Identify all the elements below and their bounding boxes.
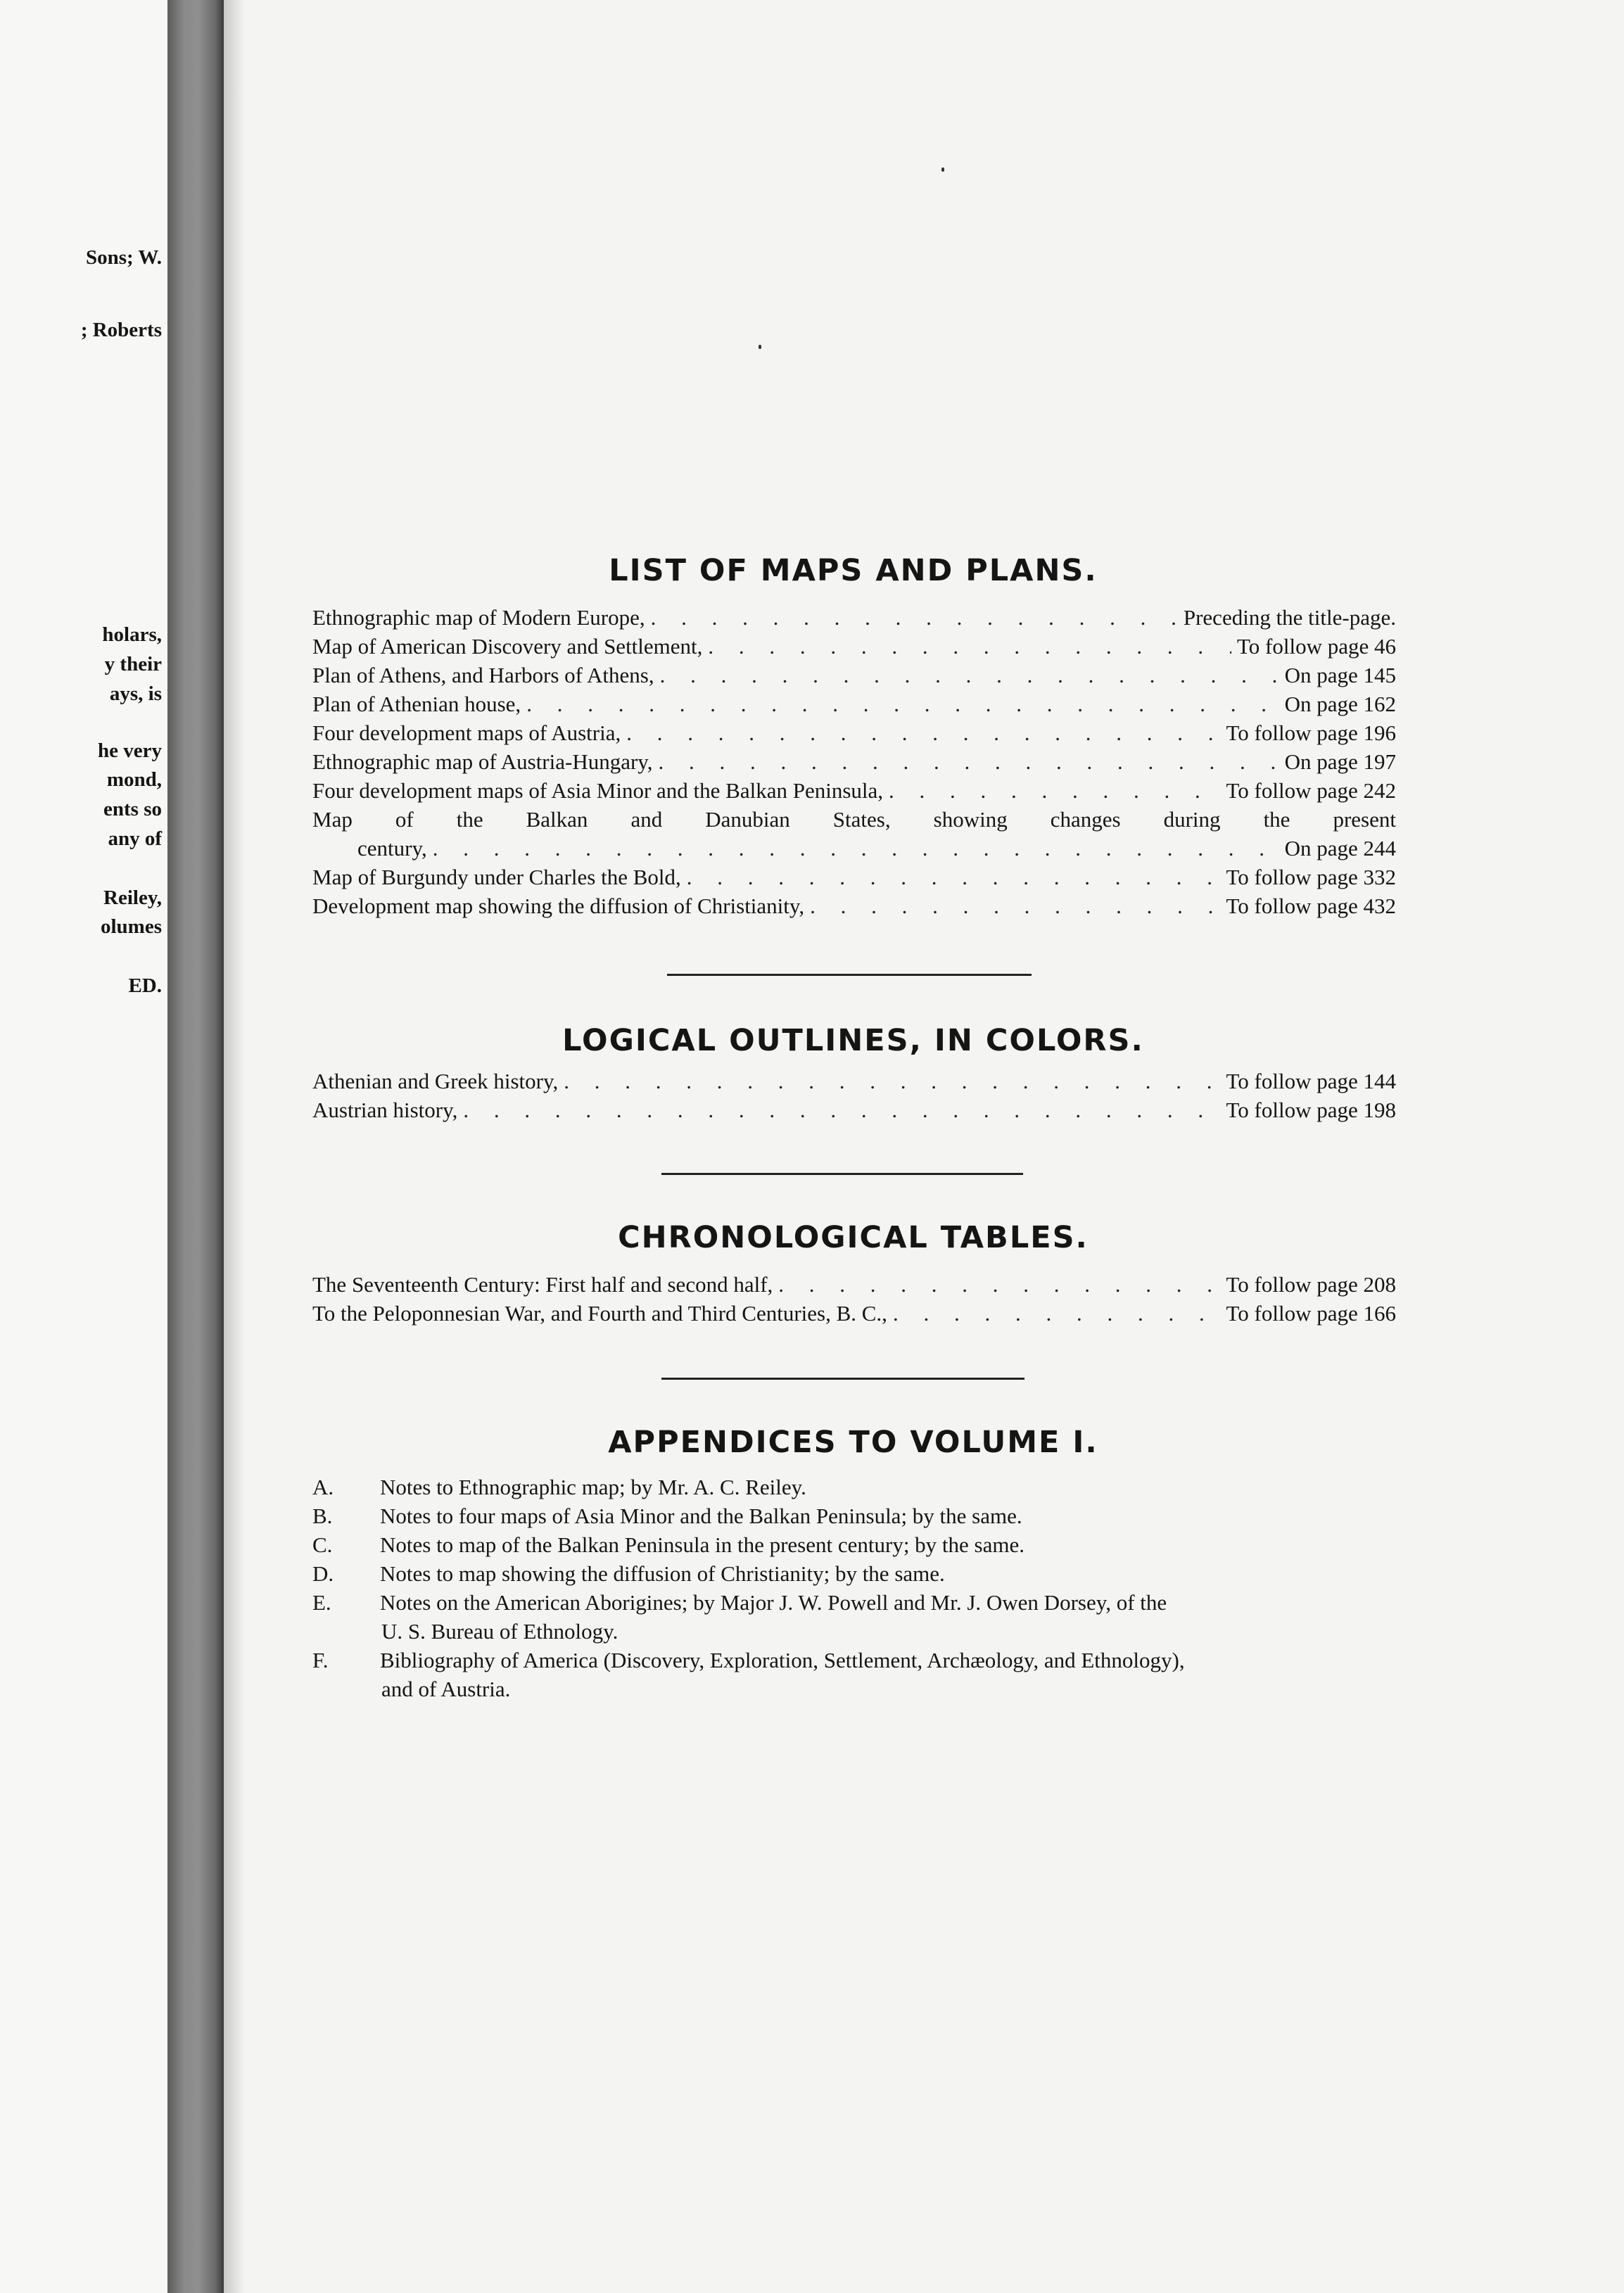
appendices-section-title: APPENDICES TO VOLUME I.: [608, 1425, 1098, 1460]
dot-leader: [893, 1299, 1221, 1328]
paper-speck: [759, 345, 761, 349]
dot-leader: [626, 718, 1220, 747]
entry-title: Athenian and Greek history,: [312, 1069, 559, 1093]
entry-title-continuation: century,: [357, 836, 427, 860]
toc-entry: [312, 1270, 1396, 1299]
facing-page-text: Reiley,: [103, 887, 162, 909]
facing-page-text: he very: [98, 739, 162, 762]
entry-page: Preceding the title-page.: [1183, 605, 1396, 630]
toc-entry: [312, 632, 1396, 661]
appendix-text: Notes to map of the Balkan Peninsula in the present century; by the same.: [380, 1532, 1024, 1557]
entry-title: Four development maps of Asia Minor and the Balkan Peninsula,: [312, 778, 884, 803]
entry-title: Map of Burgundy under Charles the Bold,: [312, 865, 681, 889]
dot-leader: [526, 690, 1279, 718]
entry-page: To follow page 46: [1237, 634, 1396, 659]
entry-page: On page 145: [1284, 663, 1396, 687]
dot-leader: [687, 863, 1221, 891]
appendix-text: Notes to four maps of Asia Minor and the Balkan Peninsula; by the same.: [380, 1504, 1022, 1528]
dot-leader: [660, 661, 1279, 690]
gutter-shadow: [224, 0, 245, 2293]
entry-page: On page 197: [1284, 749, 1396, 774]
dot-leader: [651, 603, 1178, 632]
toc-entry: [357, 834, 1396, 863]
entry-title: Ethnographic map of Austria-Hungary,: [312, 749, 653, 774]
facing-page-text: ays, is: [109, 682, 162, 705]
entry-page: To follow page 198: [1226, 1098, 1396, 1122]
entry-title: Four development maps of Austria,: [312, 720, 621, 745]
entry-title: Plan of Athens, and Harbors of Athens,: [312, 663, 654, 687]
entry-page: To follow page 242: [1226, 778, 1396, 803]
appendix-letter: B.: [312, 1504, 333, 1528]
appendix-text: Bibliography of America (Discovery, Exploration, Settlement, Archæology, and Ethnology),: [380, 1648, 1185, 1672]
facing-page-text: y their: [104, 653, 162, 675]
toc-entry: [312, 661, 1396, 690]
toc-entry: [312, 1299, 1396, 1328]
facing-page-text: Sons; W.: [85, 246, 162, 269]
entry-title: The Seventeenth Century: First half and second half,: [312, 1272, 773, 1297]
dot-leader: [810, 891, 1220, 920]
appendix-letter: D.: [312, 1561, 334, 1586]
entry-page: To follow page 432: [1226, 894, 1396, 918]
toc-entry: [312, 603, 1396, 632]
dot-leader: [564, 1067, 1220, 1095]
book-gutter: [167, 0, 224, 2293]
appendix-letter: A.: [312, 1475, 334, 1499]
facing-page-edge: [0, 0, 167, 2293]
facing-page-text: ents so: [103, 798, 162, 820]
dot-leader: [433, 834, 1279, 863]
facing-page-text: olumes: [101, 915, 162, 938]
tables-section-title: CHRONOLOGICAL TABLES.: [618, 1220, 1089, 1255]
section-divider: [661, 1378, 1024, 1380]
toc-entry: [312, 690, 1396, 718]
dot-leader: [463, 1095, 1220, 1124]
dot-leader: [659, 747, 1279, 776]
outlines-section-title: LOGICAL OUTLINES, IN COLORS.: [562, 1023, 1144, 1058]
paper-speck: [941, 167, 944, 172]
dot-leader: [889, 776, 1220, 805]
facing-page-text: mond,: [106, 768, 162, 791]
section-divider: [667, 974, 1032, 976]
entry-page: To follow page 332: [1226, 865, 1396, 889]
entry-title: Ethnographic map of Modern Europe,: [312, 605, 645, 630]
appendix-text-continuation: and of Austria.: [381, 1677, 511, 1701]
toc-entry: [312, 747, 1396, 776]
section-divider: [661, 1173, 1023, 1175]
toc-entry: [312, 891, 1396, 920]
appendix-text: Notes to map showing the diffusion of Christianity; by the same.: [380, 1561, 945, 1586]
dot-leader: [778, 1270, 1220, 1299]
appendix-text: Notes on the American Aborigines; by Major J. W. Powell and Mr. J. Owen Dorsey, of the: [380, 1590, 1167, 1615]
appendix-letter: E.: [312, 1590, 331, 1615]
entry-page: To follow page 208: [1226, 1272, 1396, 1297]
entry-page: On page 162: [1284, 692, 1396, 716]
facing-page-text: ; Roberts: [80, 319, 162, 341]
appendix-letter: C.: [312, 1532, 333, 1557]
entry-page: To follow page 166: [1226, 1301, 1396, 1326]
entry-title-line: Map of the Balkan and Danubian States, showing changes during the present: [312, 807, 1396, 832]
entry-page: To follow page 196: [1226, 720, 1396, 745]
appendix-text-continuation: U. S. Bureau of Ethnology.: [381, 1619, 618, 1644]
entry-page: To follow page 144: [1226, 1069, 1396, 1093]
entry-page: On page 244: [1284, 836, 1396, 860]
facing-page-text: any of: [108, 827, 162, 850]
appendix-letter: F.: [312, 1648, 329, 1672]
appendix-text: Notes to Ethnographic map; by Mr. A. C. Reiley.: [380, 1475, 806, 1499]
toc-entry: [312, 776, 1396, 805]
entry-title: Plan of Athenian house,: [312, 692, 521, 716]
facing-page-text: ED.: [128, 974, 162, 997]
entry-title: To the Peloponnesian War, and Fourth and Third Centuries, B. C.,: [312, 1301, 887, 1326]
toc-entry: [312, 1067, 1396, 1095]
entry-title: Austrian history,: [312, 1098, 458, 1122]
maps-section-title: LIST OF MAPS AND PLANS.: [609, 553, 1098, 588]
toc-entry: [312, 718, 1396, 747]
entry-title: Map of American Discovery and Settlement,: [312, 634, 703, 659]
toc-entry: [312, 863, 1396, 891]
entry-title: Development map showing the diffusion of Christianity,: [312, 894, 805, 918]
dot-leader: [708, 632, 1231, 661]
facing-page-text: holars,: [102, 623, 162, 646]
toc-entry: [312, 1095, 1396, 1124]
